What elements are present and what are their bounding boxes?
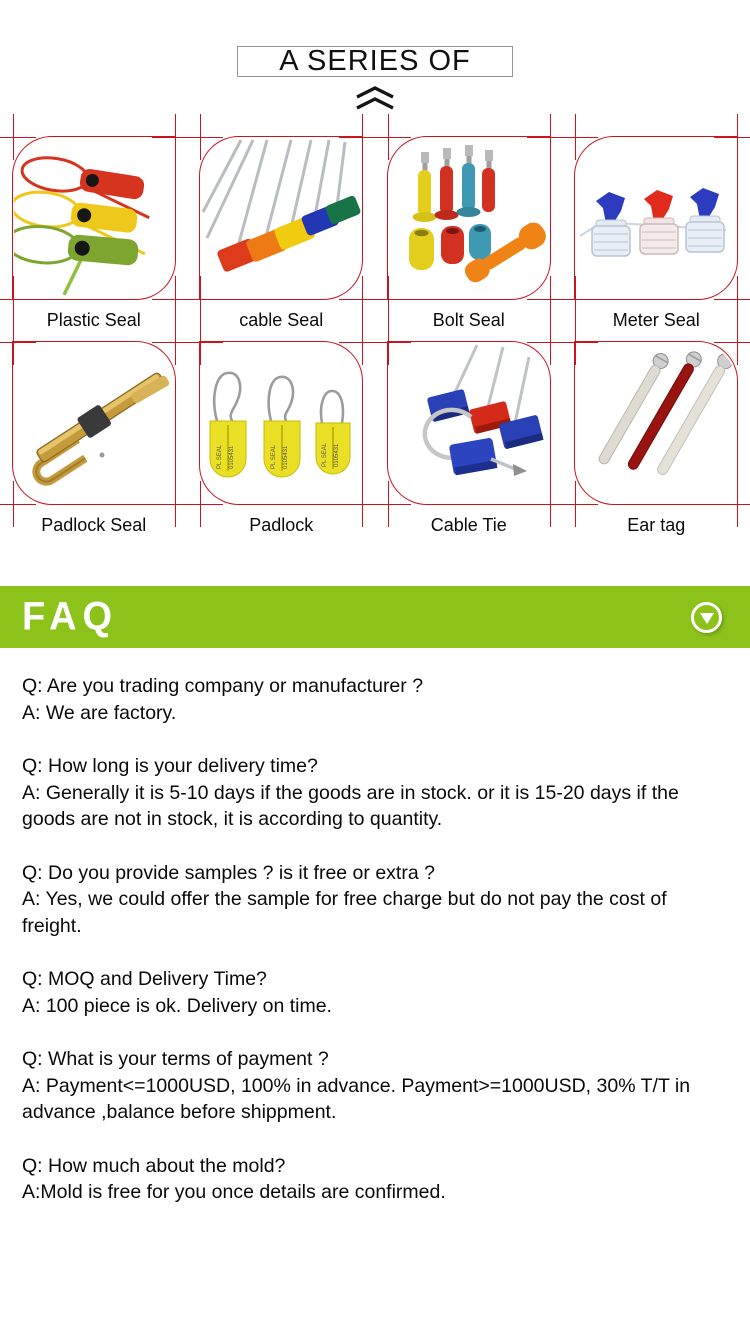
product-image-frame — [574, 341, 738, 505]
product-label: Cable Tie — [375, 515, 563, 536]
faq-answer: A:Mold is free for you once details are confirmed. — [22, 1179, 730, 1206]
faq-answer: A: Generally it is 5-10 days if the goods are in stock. or it is 15-20 days if the goods are not in stock, it is according to quantity. — [22, 780, 730, 833]
faq-question: Q: Are you trading company or manufacturer ? — [22, 673, 730, 700]
faq-question: Q: What is your terms of payment ? — [22, 1046, 730, 1073]
faq-heading: FAQ — [22, 594, 118, 639]
faq-item — [22, 1046, 730, 1126]
faq-answer: A: Payment<=1000USD, 100% in advance. Payment>=1000USD, 30% T/T in advance ,balance before shippment. — [22, 1073, 730, 1126]
faq-item — [22, 966, 730, 1019]
product-image-frame — [12, 136, 176, 300]
product-card-cable-seal — [188, 136, 376, 341]
product-label: cable Seal — [188, 310, 376, 331]
product-card-bolt-seal — [375, 136, 563, 341]
meter-seal-image — [576, 138, 736, 298]
ear-tag-image — [576, 343, 736, 503]
padlock-body-text: PL SEAL — [271, 444, 277, 469]
page-title: A SERIES OF — [237, 46, 513, 77]
product-card-cable-tie — [375, 341, 563, 546]
double-chevron-up-icon — [352, 85, 398, 112]
product-image-frame — [199, 136, 363, 300]
faq-question: Q: MOQ and Delivery Time? — [22, 966, 730, 993]
faq-question: Q: Do you provide samples ? is it free or extra ? — [22, 860, 730, 887]
product-label: Ear tag — [563, 515, 750, 536]
product-grid — [0, 136, 750, 546]
faq-question: Q: How long is your delivery time? — [22, 753, 730, 780]
cable-tie-image — [389, 343, 549, 503]
faq-item — [22, 1153, 730, 1206]
product-label: Padlock Seal — [0, 515, 188, 536]
product-card-padlock-seal — [0, 341, 188, 546]
product-image-frame — [387, 341, 551, 505]
product-image-frame — [199, 341, 363, 505]
faq-answer: A: Yes, we could offer the sample for free charge but do not pay the cost of freight. — [22, 886, 730, 939]
padlock-serial-text: 0105431 — [229, 445, 235, 469]
plastic-seal-image — [14, 138, 174, 298]
bolt-seal-image — [389, 138, 549, 298]
faq-section — [0, 648, 750, 1206]
product-label: Plastic Seal — [0, 310, 188, 331]
product-card-ear-tag — [563, 341, 750, 546]
product-label: Padlock — [188, 515, 376, 536]
cable-seal-image — [201, 138, 361, 298]
faq-item — [22, 753, 730, 833]
faq-answer: A: We are factory. — [22, 700, 730, 727]
faq-item — [22, 673, 730, 726]
padlock-body-text: PL SEAL — [217, 444, 223, 469]
product-image-frame — [574, 136, 738, 300]
padlock-serial-text: 0105431 — [334, 443, 340, 467]
product-label: Bolt Seal — [375, 310, 563, 331]
product-image-frame — [387, 136, 551, 300]
product-card-padlock — [188, 341, 376, 546]
faq-item — [22, 860, 730, 940]
triangle-down-icon — [700, 613, 714, 624]
product-image-frame — [12, 341, 176, 505]
faq-question: Q: How much about the mold? — [22, 1153, 730, 1180]
padlock-serial-text: 0105431 — [283, 445, 289, 469]
faq-banner — [0, 586, 750, 648]
padlock-seal-image — [14, 343, 174, 503]
product-label: Meter Seal — [563, 310, 750, 331]
padlock-image — [201, 343, 361, 503]
product-card-plastic-seal — [0, 136, 188, 341]
padlock-body-text: PL SEAL — [322, 442, 328, 467]
product-card-meter-seal — [563, 136, 750, 341]
faq-answer: A: 100 piece is ok. Delivery on time. — [22, 993, 730, 1020]
faq-collapse-button[interactable] — [691, 602, 722, 633]
